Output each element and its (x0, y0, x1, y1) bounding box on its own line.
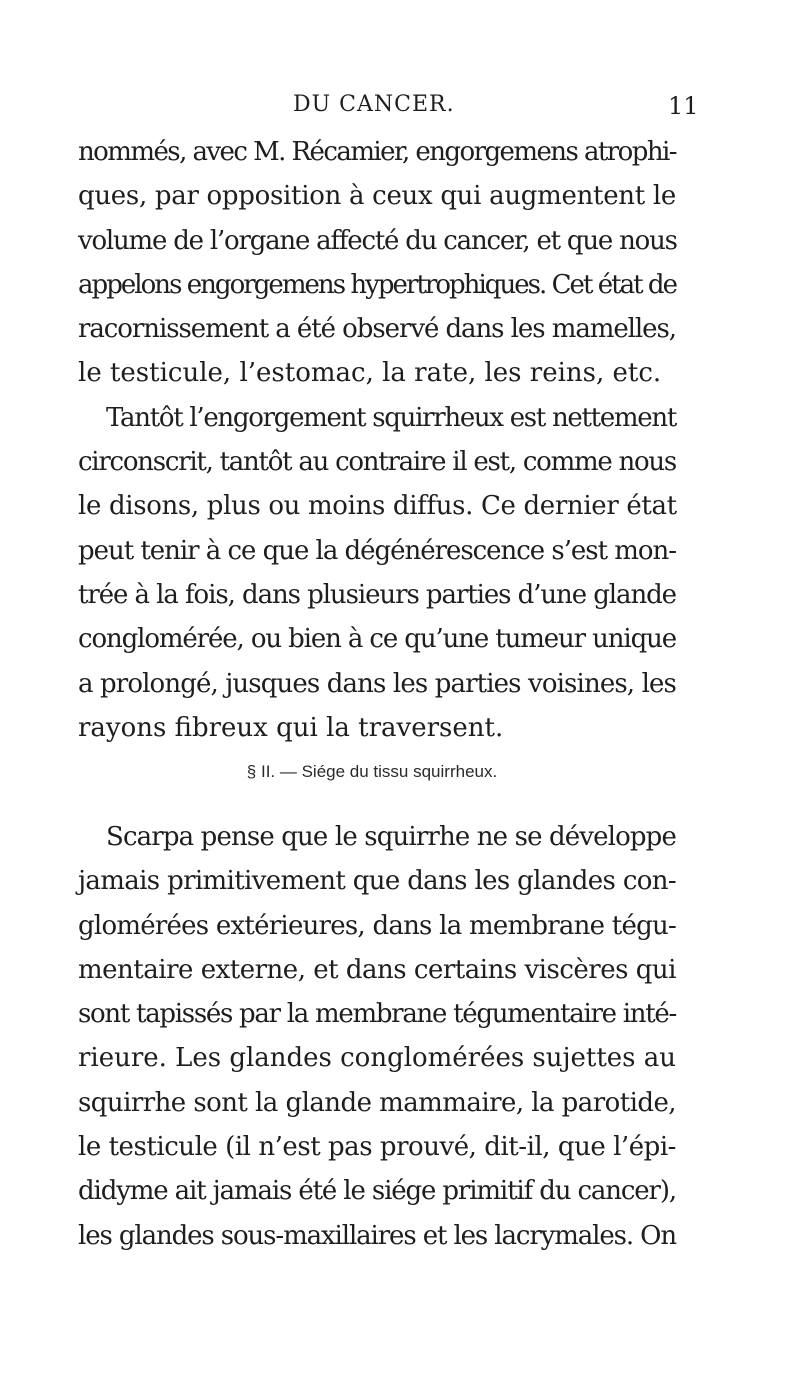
text-line: les glandes sous-maxillaires et les lacrymales. On (78, 1220, 676, 1251)
text-line: trée à la fois, dans plusieurs parties d’une glande (78, 579, 676, 610)
text-line: ques, par opposition à ceux qui augmentent le (78, 181, 676, 212)
section-heading (0, 760, 800, 784)
text-line: Scarpa pense que le squirrhe ne se développe (106, 822, 676, 852)
paragraph-1 (78, 130, 676, 750)
text-line: circonscrit, tantôt au contraire il est, comme nous (78, 447, 676, 478)
paragraph-2 (78, 815, 676, 1258)
text-line: mentaire externe, et dans certains viscères qui (78, 954, 676, 985)
text-line: le disons, plus ou moins diffus. Ce dernier état (78, 491, 677, 522)
text-line: volume de l’organe affecté du cancer, et que nous (78, 225, 677, 256)
text-line: le testicule (il n’est pas prouvé, dit-il, que l’épi- (78, 1132, 676, 1163)
page-header (0, 92, 800, 132)
section-heading-text: § II. — Siége du tissu squirrheux. (246, 762, 498, 781)
text-line: rayons fibreux qui la traversent. (78, 712, 504, 743)
text-line: rieure. Les glandes conglomérées sujettes au (78, 1043, 676, 1074)
page-number: 11 (668, 92, 699, 120)
text-line: le testicule, l’estomac, la rate, les reins, etc. (78, 358, 662, 389)
text-line: jamais primitivement que dans les glandes con- (78, 866, 676, 897)
text-line: nommés, avec M. Récamier, engorgemens atrophi- (78, 137, 676, 167)
text-line: sont tapissés par la membrane tégumentaire inté- (78, 999, 676, 1030)
text-line: racornissement a été observé dans les mamelles, (78, 314, 676, 345)
text-line: a prolongé, jusques dans les parties voisines, les (78, 668, 676, 699)
running-head: DU CANCER. (293, 92, 455, 117)
text-line: peut tenir à ce que la dégénérescence s’est mon- (78, 535, 676, 566)
text-line: Tantôt l’engorgement squirrheux est nettement (106, 402, 676, 433)
text-line: didyme ait jamais été le siége primitif du cancer), (78, 1176, 676, 1207)
text-line: conglomérée, ou bien à ce qu’une tumeur unique (78, 624, 676, 655)
text-line: appelons engorgemens hypertrophiques. Cet état de (78, 269, 676, 300)
text-line: glomérées extérieures, dans la membrane tégu- (78, 910, 676, 941)
text-line: squirrhe sont la glande mammaire, la parotide, (78, 1087, 676, 1118)
